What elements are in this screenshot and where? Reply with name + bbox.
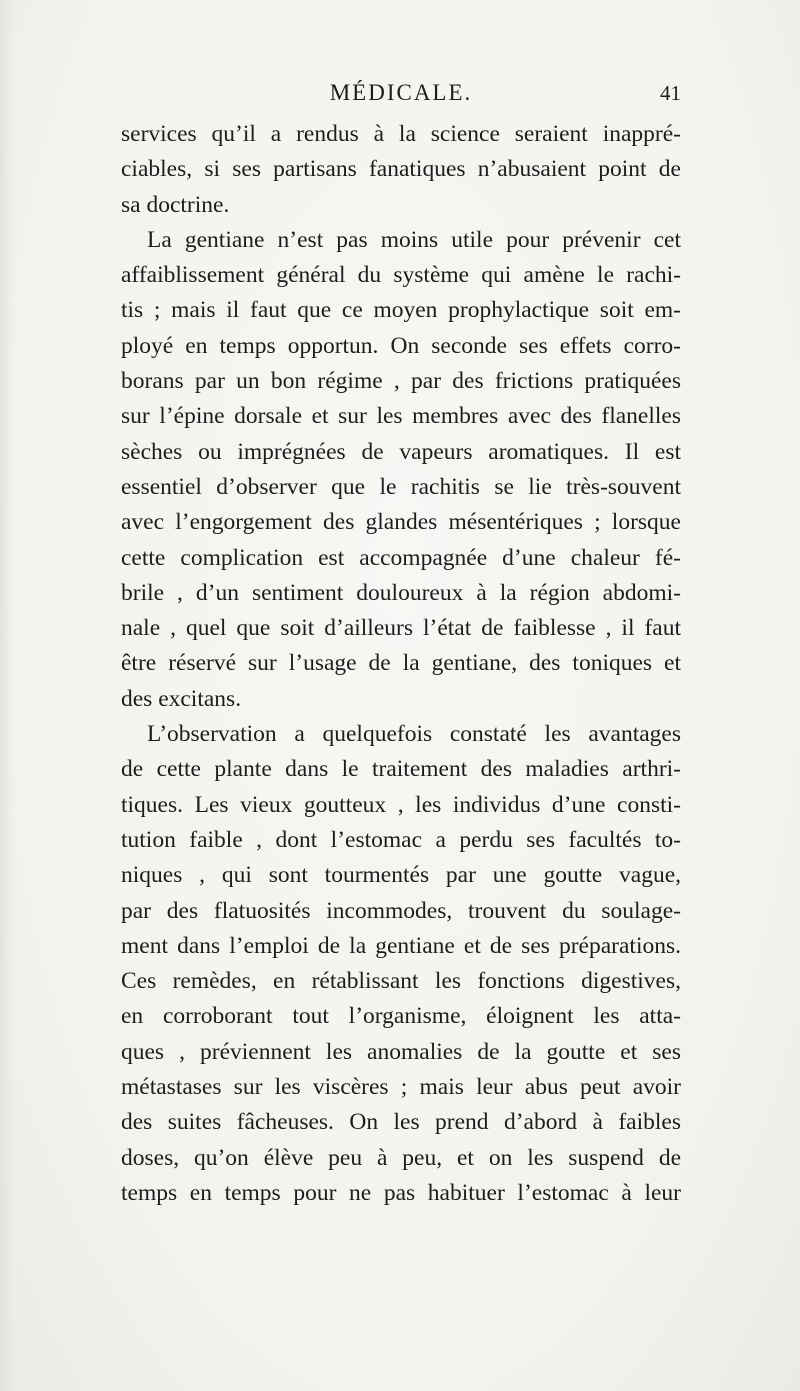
text-line: des excitans.	[121, 685, 242, 712]
text-line: sèches ou imprégnées de vapeurs aromatiques. Il est	[121, 438, 681, 465]
text-line: être réservé sur l’usage de la gentiane, des toniques et	[121, 650, 681, 677]
text-line: métastases sur les viscères ; mais leur abus peut avoir	[121, 1074, 681, 1101]
page-edge-shadow	[0, 0, 14, 1391]
text-line: Ces remèdes, en rétablissant les fonctions digestives,	[121, 968, 681, 995]
text-line: borans par un bon régime , par des frictions pratiquées	[121, 368, 681, 395]
text-line: avec l’engorgement des glandes mésentériques ; lorsque	[121, 509, 681, 536]
text-line: essentiel d’observer que le rachitis se lie très-souvent	[121, 473, 681, 500]
page-header	[121, 78, 681, 114]
text-line: ployé en temps opportun. On seconde ses effets corro-	[121, 332, 681, 359]
text-line: des suites fâcheuses. On les prend d’abord à faibles	[121, 1109, 681, 1136]
text-line: doses, qu’on élève peu à peu, et on les suspend de	[121, 1144, 681, 1171]
text-line: tution faible , dont l’estomac a perdu ses facultés to-	[121, 826, 681, 853]
text-line: affaiblissement général du système qui amène le rachi-	[121, 262, 681, 289]
text-line: cette complication est accompagnée d’une chaleur fé-	[121, 544, 681, 571]
text-line: ment dans l’emploi de la gentiane et de ses préparations.	[121, 932, 681, 959]
text-line: ques , préviennent les anomalies de la goutte et ses	[121, 1038, 681, 1065]
text-line: de cette plante dans le traitement des maladies arthri-	[121, 756, 681, 783]
text-line: sa doctrine.	[121, 191, 230, 218]
text-line: ciables, si ses partisans fanatiques n’abusaient point de	[121, 156, 681, 183]
text-line: tiques. Les vieux goutteux , les individus d’une consti-	[121, 791, 681, 818]
text-line: sur l’épine dorsale et sur les membres avec des flanelles	[121, 403, 681, 430]
text-line: par des flatuosités incommodes, trouvent du soulage-	[121, 897, 681, 924]
text-line: temps en temps pour ne pas habituer l’estomac à leur	[121, 1179, 681, 1206]
text-line: niques , qui sont tourmentés par une goutte vague,	[121, 862, 681, 889]
text-line: services qu’il a rendus à la science seraient inappré-	[121, 121, 681, 147]
text-line: L’observation a quelquefois constaté les avantages	[147, 721, 681, 748]
running-head: MÉDICALE.	[329, 80, 473, 105]
page-number: 41	[660, 81, 681, 105]
text-line: tis ; mais il faut que ce moyen prophylactique soit em-	[121, 297, 681, 324]
text-line: brile , d’un sentiment douloureux à la région abdomi-	[121, 579, 681, 606]
text-line: nale , quel que soit d’ailleurs l’état de faiblesse , il faut	[121, 615, 681, 642]
body-text	[121, 117, 681, 1211]
text-line: en corroborant tout l’organisme, éloignent les atta-	[121, 1003, 681, 1030]
text-line: La gentiane n’est pas moins utile pour prévenir cet	[147, 226, 681, 253]
